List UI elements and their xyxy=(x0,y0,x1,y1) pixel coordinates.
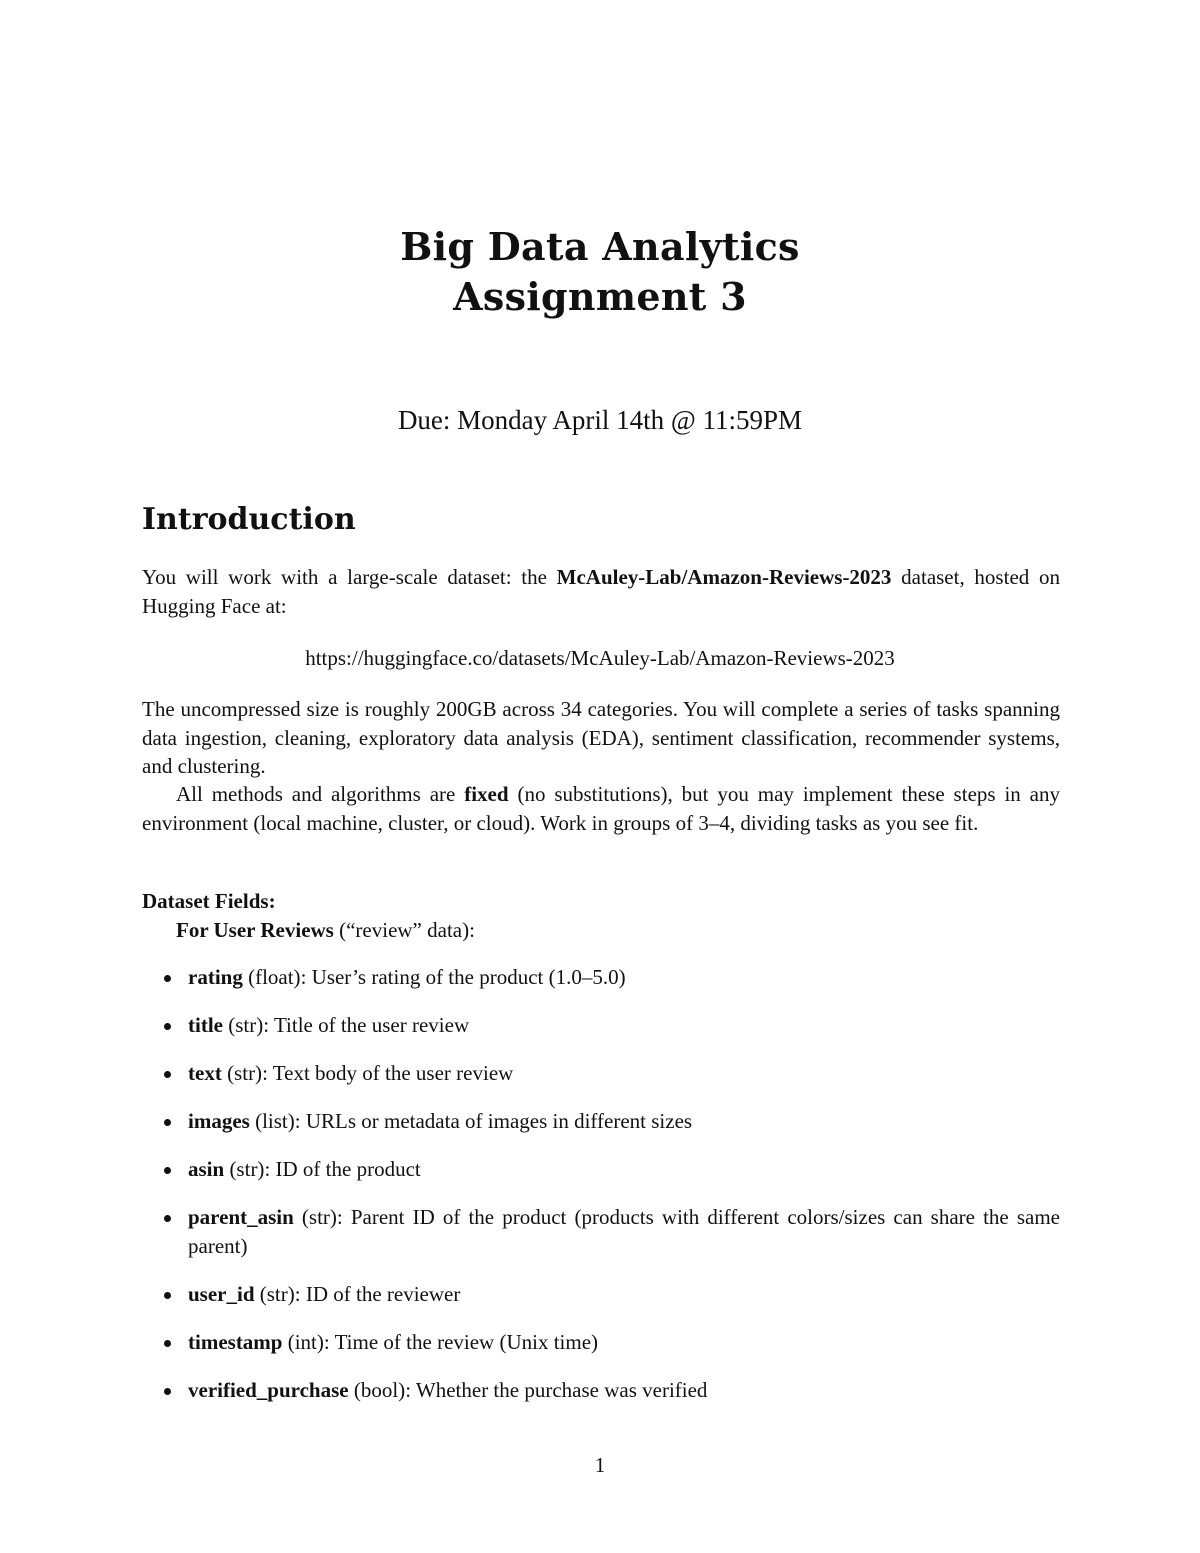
user-reviews-note: (“review” data): xyxy=(333,918,475,942)
list-item xyxy=(142,963,1060,992)
user-reviews-label: For User Reviews xyxy=(176,918,334,942)
list-item xyxy=(142,1011,1060,1040)
list-item xyxy=(142,1059,1060,1088)
dataset-url: https://huggingface.co/datasets/McAuley-Lab/Amazon-Reviews-2023 xyxy=(305,646,895,670)
bullet-icon xyxy=(164,1388,171,1395)
intro-paragraph-2: The uncompressed size is roughly 200GB across 34 categories. You will complete a series of tasks spanning data ingestion, cleaning, exploratory data analysis (EDA), sentiment classification, recommender systems, and clustering. xyxy=(142,697,1060,778)
intro-p3-text-before: All methods and algorithms are xyxy=(176,782,465,806)
bullet-icon xyxy=(164,1167,171,1174)
field-type: (float) xyxy=(248,965,301,989)
field-description: : User’s rating of the product (1.0–5.0) xyxy=(300,965,626,989)
field-type: (bool) xyxy=(353,1377,406,1402)
field-description: : Parent ID of the product (products with different colors/sizes can share the same parent) xyxy=(188,1205,1060,1258)
bullet-icon xyxy=(164,1292,171,1299)
field-type: (int) xyxy=(287,1329,324,1354)
field-type: (list) xyxy=(255,1109,295,1133)
field-description: : URLs or metadata of images in different sizes xyxy=(294,1109,693,1133)
field-type: (str) xyxy=(259,1281,295,1306)
field-name: text xyxy=(188,1061,222,1085)
bullet-icon xyxy=(164,975,171,982)
dataset-fields-heading: Dataset Fields: xyxy=(142,889,276,913)
field-type: (str) xyxy=(227,1061,263,1085)
field-description: : Text body of the user review xyxy=(262,1061,514,1085)
bullet-icon xyxy=(164,1215,171,1222)
intro-paragraph-3 xyxy=(142,780,1060,837)
fixed-keyword: fixed xyxy=(464,782,509,806)
list-item xyxy=(142,1280,1060,1309)
bullet-icon xyxy=(164,1119,171,1126)
due-date: Due: Monday April 14th @ 11:59PM xyxy=(397,405,803,435)
field-description: : Title of the user review xyxy=(263,1013,470,1037)
user-reviews-subheading xyxy=(176,916,475,944)
field-list xyxy=(142,963,1060,1424)
intro-p3-text-after: (no substitutions), but you may implement these steps in any environment (local machine, cluster, or cloud). Work in groups of 3–4, dividing tasks as you see fit. xyxy=(142,782,1060,835)
intro-p1-text-before: You will work with a large-scale dataset: the xyxy=(142,565,557,589)
intro-p1-text-after: dataset, hosted on Hugging Face at: xyxy=(142,565,1060,618)
field-name: verified_purchase xyxy=(188,1377,349,1402)
list-item xyxy=(142,1328,1060,1357)
title-line-2: Assignment 3 xyxy=(453,274,747,319)
field-type: (str) xyxy=(228,1013,264,1037)
field-description: : Whether the purchase was verified xyxy=(405,1377,708,1402)
field-name: title xyxy=(188,1013,223,1037)
field-name: parent_asin xyxy=(188,1205,294,1229)
field-name: asin xyxy=(188,1157,225,1181)
section-heading-introduction: Introduction xyxy=(142,502,356,537)
page-number: 1 xyxy=(594,1453,606,1477)
list-item xyxy=(142,1376,1060,1405)
bullet-icon xyxy=(164,1023,171,1030)
list-item xyxy=(142,1203,1060,1260)
field-name: rating xyxy=(188,965,243,989)
field-name: images xyxy=(188,1109,250,1133)
field-description: : Time of the review (Unix time) xyxy=(323,1329,599,1354)
title-line-1: Big Data Analytics xyxy=(400,224,800,269)
list-item xyxy=(142,1107,1060,1136)
intro-paragraph-1 xyxy=(142,563,1060,620)
field-name: user_id xyxy=(188,1281,255,1306)
list-item xyxy=(142,1155,1060,1184)
field-type: (str) xyxy=(301,1205,337,1229)
field-name: timestamp xyxy=(188,1329,283,1354)
dataset-name: McAuley-Lab/Amazon-Reviews-2023 xyxy=(556,565,892,589)
bullet-icon xyxy=(164,1071,171,1078)
bullet-icon xyxy=(164,1340,171,1347)
field-description: : ID of the product xyxy=(264,1157,421,1181)
document-title xyxy=(0,222,1200,322)
field-description: : ID of the reviewer xyxy=(294,1281,461,1306)
field-type: (str) xyxy=(229,1157,265,1181)
